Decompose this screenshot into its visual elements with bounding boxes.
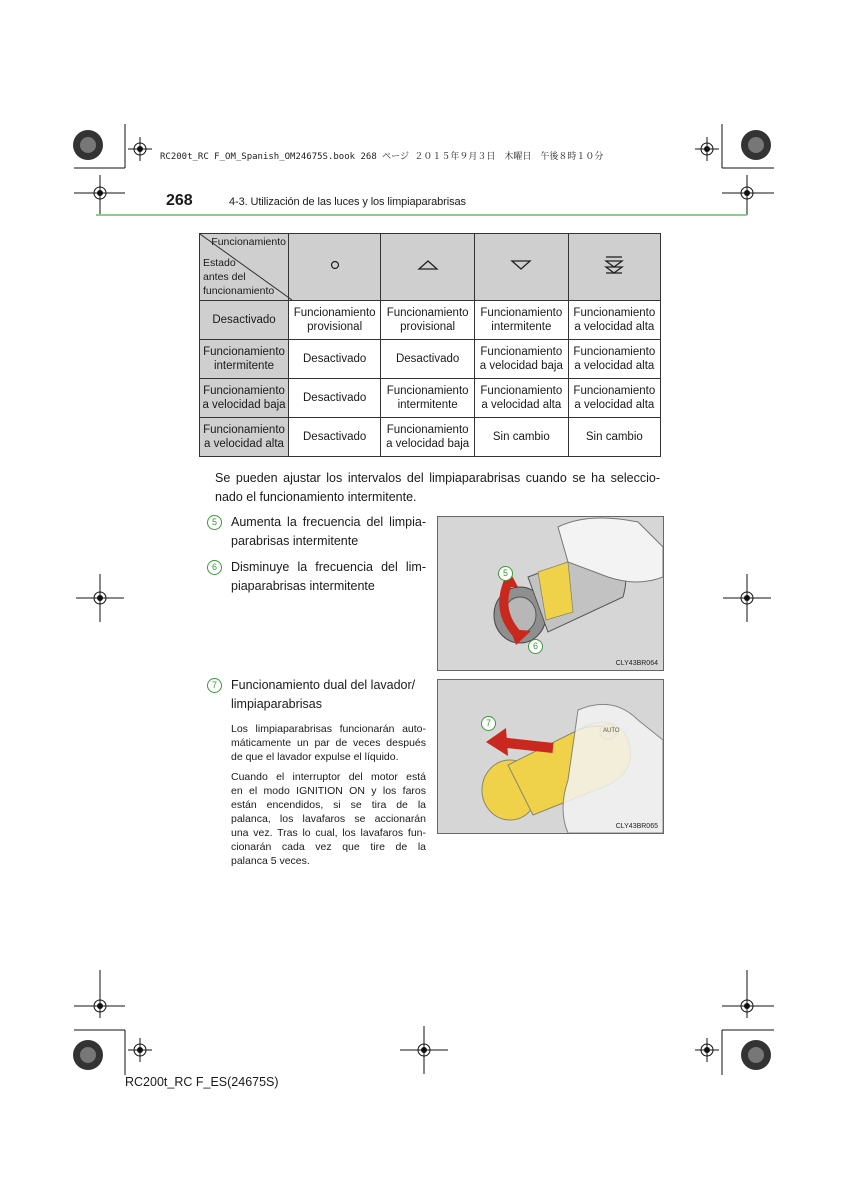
washer-pull-icon [603, 254, 625, 276]
table-row [200, 301, 661, 340]
table-cell: Funcionamiento a velocidad alta [474, 379, 568, 418]
circle-icon [329, 259, 341, 271]
corner-label-operation: Funcionamiento [211, 236, 286, 248]
row-label: Funcionamiento intermitente [200, 340, 289, 379]
note-1-line-2: máticamente un par de veces después [231, 737, 426, 749]
page-number: 268 [166, 192, 193, 209]
note-2-line-7: palanca 5 veces. [231, 855, 310, 867]
triangle-down-icon [510, 258, 532, 272]
corner-state-line-1: Estado [203, 257, 236, 269]
column-up-symbol [381, 234, 475, 301]
row-label: Funcionamiento a velocidad alta [200, 418, 289, 457]
knob-auto-text: AUTO [603, 728, 620, 734]
item-7-text [231, 676, 426, 714]
figure-code-1: CLY43BR064 [615, 660, 658, 667]
section-title: 4-3. Utilización de las luces y los limpiaparabrisas [229, 196, 466, 208]
item-7-line-2: limpiaparabrisas [231, 697, 323, 711]
washer-lever-illustration [438, 680, 663, 833]
table-row [200, 418, 661, 457]
note-2-line-1: Cuando el interruptor del motor está [231, 771, 426, 783]
table-cell: Sin cambio [474, 418, 568, 457]
note-2-line-6: cionarán cada vez que tire de la [231, 841, 426, 853]
table-cell: Desactivado [289, 379, 381, 418]
item-6-line-1: Disminuye la frecuencia del lim- [231, 560, 426, 574]
item-7-marker [207, 676, 228, 695]
item-6-marker [207, 558, 228, 577]
figure-wiper-interval [437, 516, 664, 671]
note-2-line-5: una vez. Tras lo cual, los lavafaros fun- [231, 827, 426, 839]
table-cell: Desactivado [381, 340, 475, 379]
row-label: Funcionamiento a velocidad baja [200, 379, 289, 418]
number-circle-5: 5 [207, 515, 222, 530]
note-auto-wipe [231, 722, 426, 764]
corner-state-line-2: antes del [203, 271, 246, 283]
number-circle-6: 6 [207, 560, 222, 575]
table-cell: Funcionamiento provisional [289, 301, 381, 340]
header-rule [96, 214, 747, 216]
figure-label-5: 5 [498, 566, 513, 581]
table-cell: Funcionamiento provisional [381, 301, 475, 340]
item-6-line-2: piaparabrisas intermitente [231, 579, 375, 593]
table-cell: Funcionamiento a velocidad alta [568, 340, 660, 379]
figure-label-7: 7 [481, 716, 496, 731]
figure-dual-washer [437, 679, 664, 834]
table-cell: Funcionamiento a velocidad baja [381, 418, 475, 457]
triangle-up-icon [417, 258, 439, 272]
table-cell: Funcionamiento a velocidad baja [474, 340, 568, 379]
intro-line-2: nado el funcionamiento intermitente. [215, 490, 417, 504]
column-down-symbol [474, 234, 568, 301]
item-6-text [231, 558, 426, 596]
table-header-row [200, 234, 661, 301]
table-cell: Desactivado [289, 418, 381, 457]
figure-code-2: CLY43BR065 [615, 823, 658, 830]
footer-model: RC200t_RC F_ES(24675S) [125, 1075, 279, 1089]
table-cell: Funcionamiento intermitente [474, 301, 568, 340]
item-5-marker [207, 513, 228, 532]
corner-label-state [203, 256, 274, 298]
note-2-line-3: están encendidos, si se tira de la [231, 799, 426, 811]
table-corner-cell [200, 234, 289, 301]
number-circle-7: 7 [207, 678, 222, 693]
item-5-text [231, 513, 426, 551]
column-wash-symbol [568, 234, 660, 301]
note-headlamp-cleaner [231, 770, 426, 868]
item-7-line-1: Funcionamiento dual del lavador/ [231, 678, 416, 692]
table-cell: Sin cambio [568, 418, 660, 457]
note-1-line-3: de que el lavador expulse el líquido. [231, 751, 399, 763]
column-mist-symbol [289, 234, 381, 301]
figure-label-6: 6 [528, 639, 543, 654]
table-cell: Funcionamiento intermitente [381, 379, 475, 418]
row-label: Desactivado [200, 301, 289, 340]
note-2-line-4: palanca, los lavafaros se accionarán [231, 813, 426, 825]
intro-line-1: Se pueden ajustar los intervalos del limpiaparabrisas cuando se ha seleccio- [215, 471, 660, 485]
intro-paragraph [215, 469, 660, 507]
table-cell: Funcionamiento a velocidad alta [568, 379, 660, 418]
table-cell: Funcionamiento a velocidad alta [568, 301, 660, 340]
note-2-line-2: en el modo IGNITION ON y los faros [231, 785, 426, 797]
table-cell: Desactivado [289, 340, 381, 379]
wiper-lever-interval-illustration [438, 517, 663, 670]
table-row [200, 340, 661, 379]
item-5-line-1: Aumenta la frecuencia del limpia- [231, 515, 426, 529]
printer-info-line: RC200t_RC F_OM_Spanish_OM24675S.book 268 ページ ２０１５年９月３日 木曜日 午後８時１０分 [160, 152, 604, 162]
note-1-line-1: Los limpiaparabrisas funcionarán auto- [231, 723, 426, 735]
item-5-line-2: parabrisas intermitente [231, 534, 359, 548]
corner-state-line-3: funcionamiento [203, 285, 275, 297]
wiper-operation-table [199, 233, 661, 457]
table-row [200, 379, 661, 418]
